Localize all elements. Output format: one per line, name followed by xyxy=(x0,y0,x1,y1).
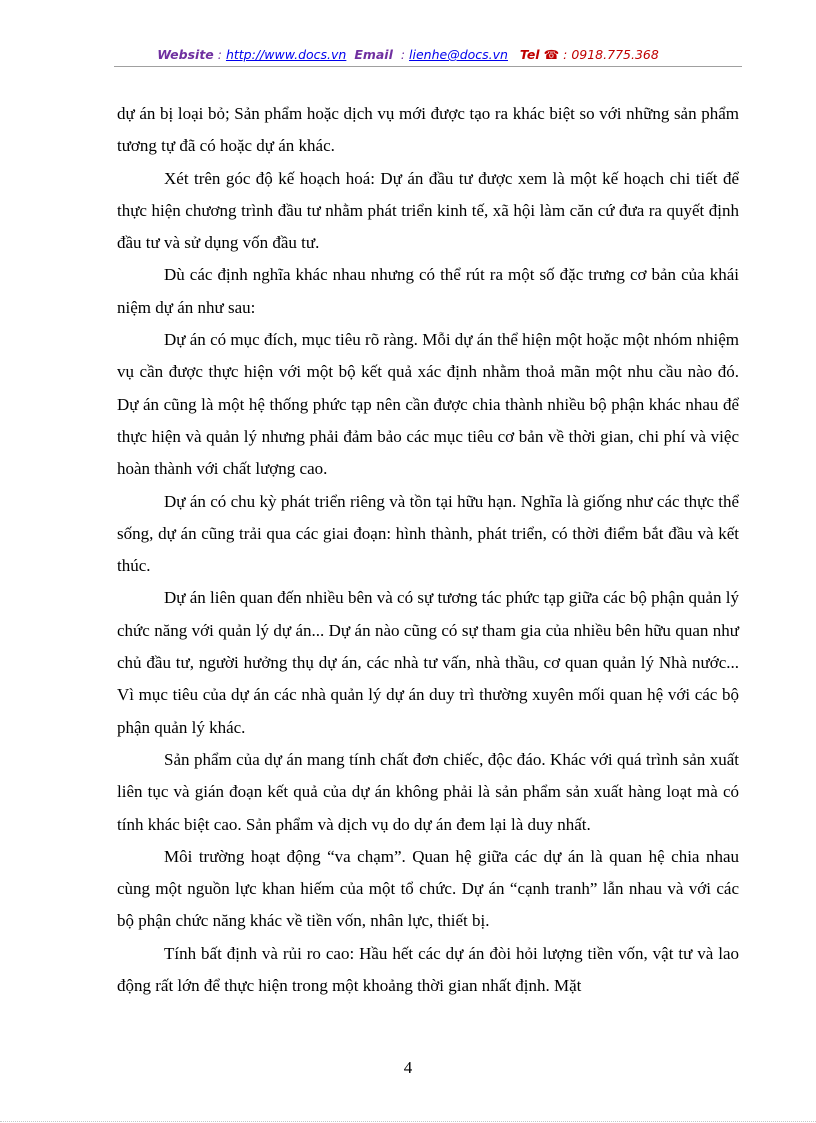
paragraph: dự án bị loại bỏ; Sản phẩm hoặc dịch vụ mới được tạo ra khác biệt so với những sản phẩm tương tự đã có hoặc dự án khác. xyxy=(117,104,739,156)
paragraph: Dự án có mục đích, mục tiêu rõ ràng. Mỗi dự án thể hiện một hoặc một nhóm nhiệm vụ cần được thực hiện với một bộ kết quả xác định nhằm thoả mãn một nhu cầu nào đó. Dự án cũng là một hệ thống phức tạp nên cần được chia thành nhiều bộ phận khác nhau để thực hiện và quản lý nhưng phải đảm bảo các mục tiêu cơ bản về thời gian, chi phí và việc hoàn thành với chất lượng cao. xyxy=(117,330,739,479)
paragraph: Dự án liên quan đến nhiều bên và có sự tương tác phức tạp giữa các bộ phận quản lý chức năng với quản lý dự án... Dự án nào cũng có sự tham gia của nhiều bên hữu quan như chủ đầu tư, người hưởng thụ dự án, các nhà tư vấn, nhà thầu, cơ quan quản lý Nhà nước... Vì mục tiêu của dự án các nhà quản lý dự án duy trì thường xuyên mối quan hệ với các bộ phận quản lý khác. xyxy=(117,588,739,737)
email-label: Email xyxy=(354,47,393,62)
website-separator: : xyxy=(213,47,226,62)
telephone-icon: ☎ xyxy=(543,47,560,62)
document-body xyxy=(117,98,739,1002)
email-separator: : xyxy=(396,47,410,62)
paragraph: Tính bất định và rủi ro cao: Hầu hết các dự án đòi hỏi lượng tiền vốn, vật tư và lao động rất lớn để thực hiện trong một khoảng thời gian nhất định. Mặt xyxy=(117,943,739,996)
page-number: 4 xyxy=(403,1058,413,1077)
email-link[interactable]: lienhe@docs.vn xyxy=(409,47,508,62)
tel-separator: : xyxy=(559,47,572,62)
page-header xyxy=(0,47,816,62)
tel-label: Tel xyxy=(519,47,540,62)
paragraph: Xét trên góc độ kế hoạch hoá: Dự án đầu tư được xem là một kế hoạch chi tiết để thực hiện chương trình đầu tư nhằm phát triển kinh tế, xã hội làm căn cứ đưa ra quyết định đầu tư và sử dụng vốn đầu tư. xyxy=(117,168,739,253)
paragraph: Dự án có chu kỳ phát triển riêng và tồn tại hữu hạn. Nghĩa là giống như các thực thể sống, dự án cũng trải qua các giai đoạn: hình thành, phát triển, có thời điểm bắt đầu và kết thúc. xyxy=(117,491,739,576)
phone-number: 0918.775.368 xyxy=(571,47,659,62)
paragraph: Sản phẩm của dự án mang tính chất đơn chiếc, độc đáo. Khác với quá trình sản xuất liên tục và gián đoạn kết quả của dự án không phải là sản phẩm sản xuất hàng loạt mà có tính khác biệt cao. Sản phẩm và dịch vụ do dự án đem lại là duy nhất. xyxy=(117,749,739,834)
page-bottom-border xyxy=(0,1121,816,1122)
header-divider xyxy=(114,66,742,67)
paragraph: Môi trường hoạt động “va chạm”. Quan hệ giữa các dự án là quan hệ chia nhau cùng một nguồn lực khan hiếm của một tổ chức. Dự án “cạnh tranh” lẫn nhau và với các bộ phận chức năng khác về tiền vốn, nhân lực, thiết bị. xyxy=(117,846,739,931)
website-label: Website xyxy=(157,47,214,62)
paragraph: Dù các định nghĩa khác nhau nhưng có thể rút ra một số đặc trưng cơ bản của khái niệm dự án như sau: xyxy=(117,265,739,317)
website-link[interactable]: http://www.docs.vn xyxy=(225,47,347,62)
